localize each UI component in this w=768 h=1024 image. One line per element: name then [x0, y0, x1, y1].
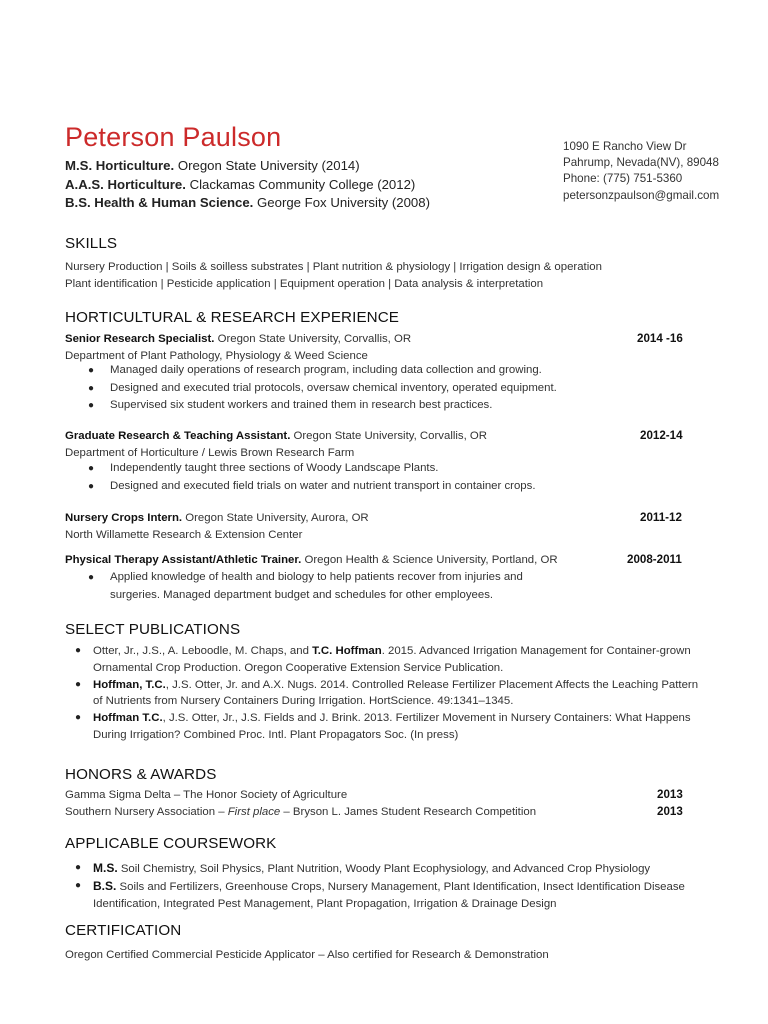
skills-heading: SKILLS [65, 235, 118, 252]
degree-title: M.S. Horticulture. [65, 158, 175, 173]
contact-email[interactable]: petersonzpaulson@gmail.com [563, 188, 720, 202]
contact-city: Pahrump, Nevada(NV), 89048 [563, 156, 719, 170]
job-entry [65, 331, 685, 364]
job-title: Nursery Crops Intern. [65, 512, 183, 524]
job-entry [65, 552, 685, 569]
job-bullets [88, 460, 536, 495]
publications-list [65, 643, 705, 744]
honor-year: 2013 [657, 788, 683, 801]
degree-school: Oregon State University (2014) [177, 158, 360, 173]
job-title: Physical Therapy Assistant/Athletic Trainer. [65, 554, 302, 566]
bullet-item: ● Managed daily operations of research program, including data collection and growing. [88, 364, 542, 376]
job-title: Graduate Research & Teaching Assistant. [65, 430, 291, 442]
publication-item: ● Otter, Jr., J.S., A. Leboodle, M. Chaps, and T.C. Hoffman. 2015. Advanced Irrigation Management for Container-grown Ornamental Crop Production. Oregon Cooperative Extension Service Publication. [75, 645, 691, 674]
job-place: Oregon State University, Aurora, OR [185, 512, 369, 524]
degree-bs [65, 194, 430, 213]
bullet-item: ● Designed and executed field trials on water and nutrient transport in container crops. [88, 479, 536, 492]
job-title: Senior Research Specialist. [65, 333, 215, 345]
job-department: North Willamette Research & Extension Center [65, 528, 303, 541]
job-place: Oregon State University, Corvallis, OR [293, 430, 488, 442]
publications-heading: SELECT PUBLICATIONS [65, 621, 241, 638]
job-place: Oregon State University, Corvallis, OR [217, 333, 412, 345]
job-entry [65, 510, 685, 543]
degree-aas [65, 176, 430, 195]
job-department: Department of Horticulture / Lewis Brown Research Farm [65, 446, 355, 459]
degrees-list [65, 157, 430, 213]
coursework-list [65, 860, 705, 912]
job-dates: 2008-2011 [627, 553, 682, 566]
honor-item: Gamma Sigma Delta – The Honor Society of Agriculture 2013 [65, 787, 685, 804]
bullet-item: surgeries. Managed department budget and schedules for other employees. [110, 588, 494, 601]
bullet-item: ● Independently taught three sections of Woody Landscape Plants. [88, 462, 439, 474]
coursework-item: ● M.S. Soil Chemistry, Soil Physics, Plant Nutrition, Woody Plant Ecophysiology, and Advanced Crop Physiology [75, 861, 651, 875]
job-dates: 2014 -16 [637, 332, 683, 345]
contact-phone: Phone: (775) 751-5360 [563, 172, 683, 186]
bullet-item: ● Applied knowledge of health and biology to help patients recover from injuries and [88, 571, 523, 583]
honor-year: 2013 [657, 804, 683, 818]
coursework-item: ● B.S. Soils and Fertilizers, Greenhouse Crops, Nursery Management, Plant Identification, Insect Identification Disease Identification, Integrated Pest Management, Plant Propagation, Irrigation & Drainage Design [75, 878, 685, 910]
contact-street: 1090 E Rancho View Dr [563, 140, 687, 153]
degree-title: B.S. Health & Human Science. [65, 195, 254, 210]
publication-item: ● Hoffman, T.C., J.S. Otter, Jr. and A.X. Nugs. 2014. Controlled Release Fertilizer Placement Affects the Leaching Pattern of Nutrients from Nursery Containers During Irrigation. HortScience. 49:1341–1345. [75, 678, 699, 708]
skills-line: Plant identification | Pesticide application | Equipment operation | Data analysis & interpretation [65, 277, 544, 290]
job-entry [65, 428, 685, 461]
publication-item: ● Hoffman T.C., J.S. Otter, Jr., J.S. Fields and J. Brink. 2013. Fertilizer Movement in Nursery Containers: What Happens During Irrigation? Combined Proc. Intl. Plant Propagators Soc. (In press) [75, 712, 691, 741]
honors-list [65, 787, 685, 820]
contact-block [563, 139, 719, 204]
skills-list [65, 259, 602, 292]
degree-school: George Fox University (2008) [257, 195, 430, 210]
bullet-item: ● Designed and executed trial protocols, oversaw chemical inventory, operated equipment. [88, 381, 557, 394]
degree-title: A.A.S. Horticulture. [65, 176, 186, 192]
experience-heading: HORTICULTURAL & RESEARCH EXPERIENCE [65, 309, 400, 326]
degree-school: Clackamas Community College (2012) [189, 176, 416, 192]
certification-text: Oregon Certified Commercial Pesticide Applicator – Also certified for Research & Demonstration [65, 949, 549, 961]
coursework-heading: APPLICABLE COURSEWORK [65, 835, 277, 852]
skills-line: Nursery Production | Soils & soilless substrates | Plant nutrition & physiology | Irrigation design & operation [65, 261, 602, 273]
job-bullets [88, 362, 557, 415]
job-dates: 2011-12 [640, 511, 682, 524]
job-bullets [88, 569, 523, 604]
job-dates: 2012-14 [640, 429, 683, 442]
job-place: Oregon Health & Science University, Portland, OR [304, 554, 558, 566]
certification-heading: CERTIFICATION [65, 922, 182, 939]
job-department: Department of Plant Pathology, Physiology & Weed Science [65, 349, 368, 362]
resume-name: Peterson Paulson [65, 122, 282, 152]
honor-item: Southern Nursery Association – First place – Bryson L. James Student Research Competition 2013 [65, 804, 685, 821]
honors-heading: HONORS & AWARDS [65, 766, 217, 783]
bullet-item: ● Supervised six student workers and trained them in research best practices. [88, 399, 493, 412]
degree-ms [65, 157, 430, 176]
